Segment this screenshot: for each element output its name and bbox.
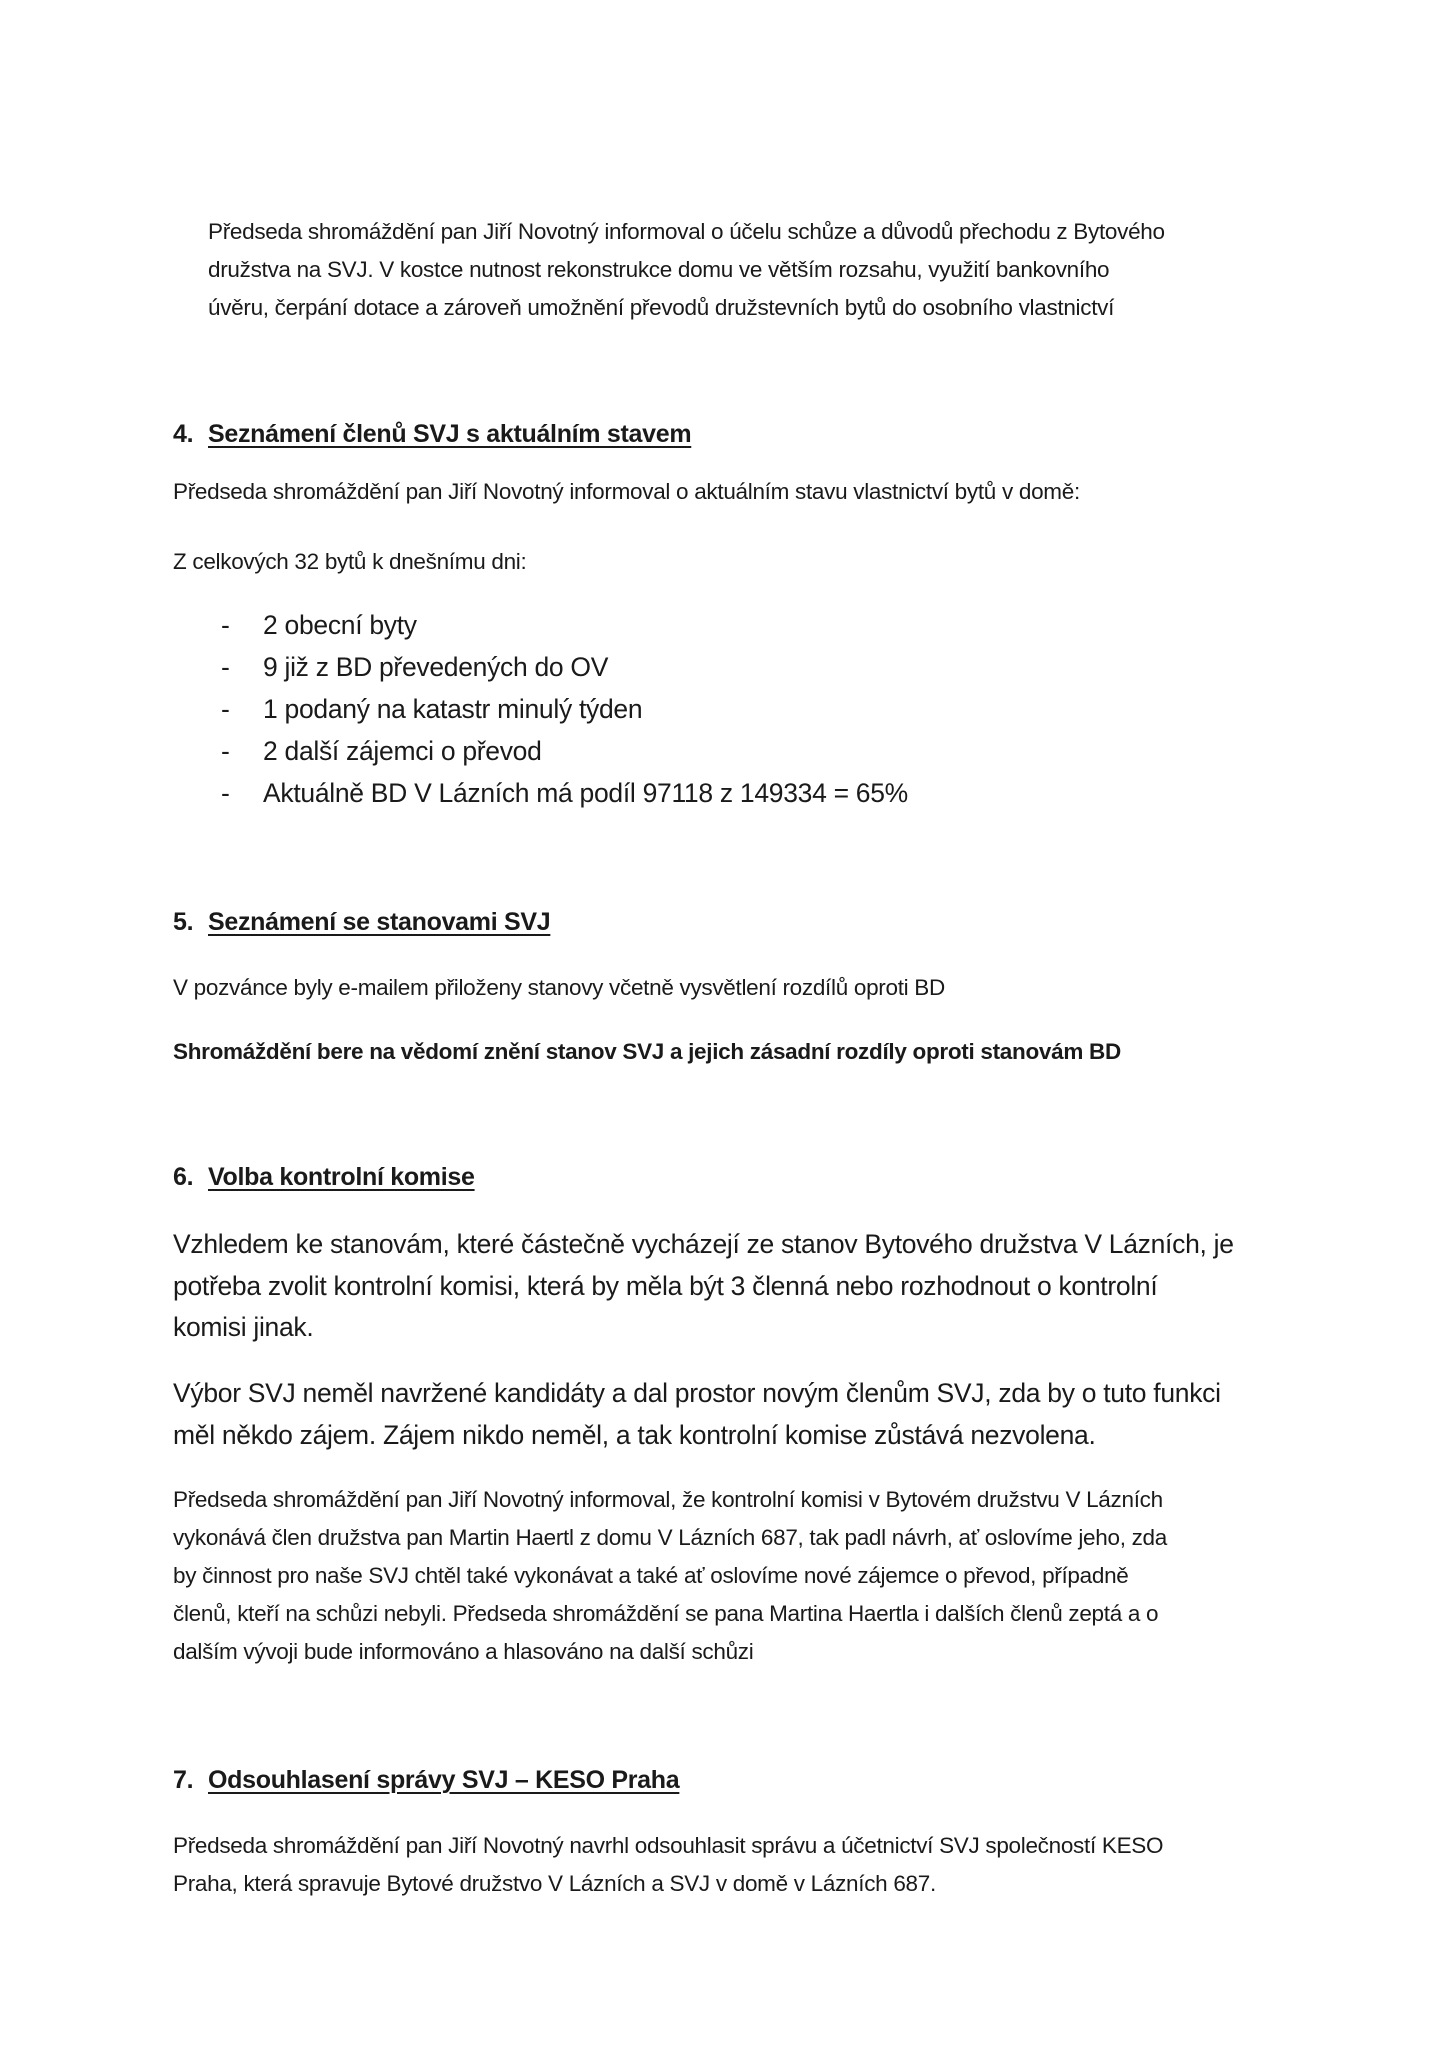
list-item: - 2 obecní byty bbox=[173, 604, 908, 646]
intro-line: Předseda shromáždění pan Jiří Novotný informoval o účelu schůze a důvodů přechodu z Bytového bbox=[208, 219, 1165, 244]
list-marker: - bbox=[221, 778, 230, 808]
section-4-list bbox=[173, 604, 908, 814]
intro-line: úvěru, čerpání dotace a zároveň umožnění převodů družstevních bytů do osobního vlastnictví bbox=[208, 295, 1115, 320]
section-5-paragraph: V pozvánce byly e-mailem přiloženy stanovy včetně vysvětlení rozdílů oproti BD bbox=[173, 975, 945, 1000]
intro-paragraph bbox=[208, 213, 1165, 327]
section-5-heading bbox=[173, 908, 550, 937]
section-title: Volba kontrolní komise bbox=[208, 1163, 475, 1191]
list-marker: - bbox=[221, 652, 230, 682]
section-title: Seznámení se stanovami SVJ bbox=[208, 908, 551, 936]
list-item: - 2 další zájemci o převod bbox=[173, 730, 908, 772]
section-5-resolution: Shromáždění bere na vědomí znění stanov SVJ a jejich zásadní rozdíly oproti stanovám BD bbox=[173, 1039, 1121, 1064]
section-title: Seznámení členů SVJ s aktuálním stavem bbox=[208, 420, 692, 448]
list-item: - 1 podaný na katastr minulý týden bbox=[173, 688, 908, 730]
section-7-heading bbox=[173, 1766, 679, 1795]
section-4-heading bbox=[173, 420, 691, 449]
list-marker: - bbox=[221, 694, 230, 724]
list-marker: - bbox=[221, 610, 230, 640]
section-number: 6. bbox=[173, 1163, 194, 1191]
list-marker: - bbox=[221, 736, 230, 766]
section-6-paragraph-2: Výbor SVJ neměl navržené kandidáty a dal prostor novým členům SVJ, zda by o tuto funkci měl někdo zájem. Zájem nikdo neměl, a tak kontrolní komise zůstává nezvolena. bbox=[173, 1378, 1221, 1450]
section-6-heading bbox=[173, 1163, 475, 1192]
list-item: - 9 již z BD převedených do OV bbox=[173, 646, 908, 688]
section-number: 4. bbox=[173, 420, 194, 448]
section-6-paragraph-1: Vzhledem ke stanovám, které částečně vycházejí ze stanov Bytového družstva V Lázních, je potřeba zvolit kontrolní komisi, která by měla být 3 členná nebo rozhodnout o kontrolní komisi jinak. bbox=[173, 1229, 1234, 1342]
intro-line: družstva na SVJ. V kostce nutnost rekonstrukce domu ve větším rozsahu, využití bankovního bbox=[208, 257, 1110, 282]
section-number: 5. bbox=[173, 908, 194, 936]
list-item: - Aktuálně BD V Lázních má podíl 97118 z 149334 = 65% bbox=[173, 772, 908, 814]
section-7-paragraph: Předseda shromáždění pan Jiří Novotný navrhl odsouhlasit správu a účetnictví SVJ společností KESO Praha, která spravuje Bytové družstvo V Lázních a SVJ v domě v Lázních 687. bbox=[173, 1833, 1164, 1896]
section-6-paragraph-3: Předseda shromáždění pan Jiří Novotný informoval, že kontrolní komisi v Bytovém družstvu V Lázních vykonává člen družstva pan Martin Haertl z domu V Lázních 687, tak padl návrh, ať oslovíme jeho, zda by činnost pro naše SVJ chtěl také vykonávat a také ať oslovíme nové zájemce o převod, případně členů, kteří na schůzi nebyli. Předseda shromáždění se pana Martina Haertla i dalších členů zeptá a o dalším vývoji bude informováno a hlasováno na další schůzi bbox=[173, 1487, 1167, 1664]
section-number: 7. bbox=[173, 1766, 194, 1794]
section-4-paragraph-1: Předseda shromáždění pan Jiří Novotný informoval o aktuálním stavu vlastnictví bytů v domě: bbox=[173, 479, 1080, 504]
section-4-paragraph-2: Z celkových 32 bytů k dnešnímu dni: bbox=[173, 549, 527, 574]
section-title: Odsouhlasení správy SVJ – KESO Praha bbox=[208, 1766, 680, 1794]
